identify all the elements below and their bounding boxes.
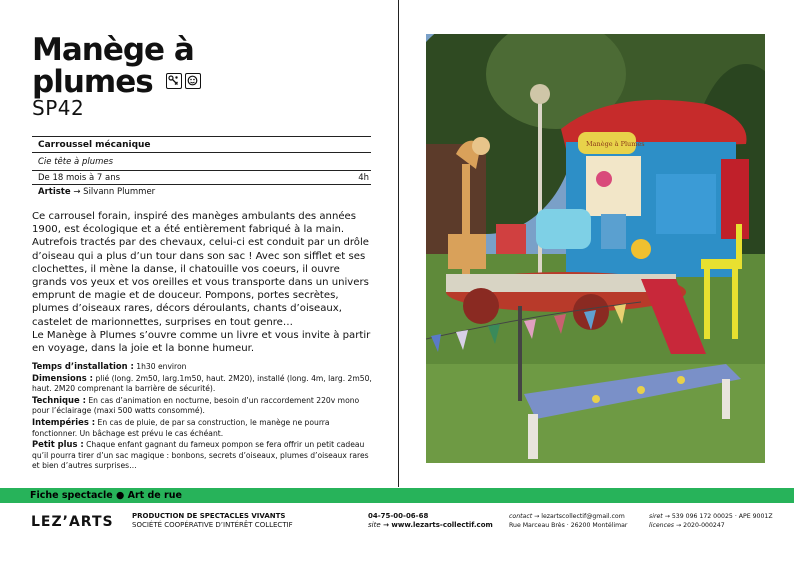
show-code: SP42 (32, 96, 85, 120)
address: Rue Marceau Brès · 26200 Montélimar (509, 522, 628, 529)
siret-label: siret (649, 513, 663, 520)
detail-technique (32, 395, 374, 417)
description-paragraph-1: Ce carrousel forain, inspiré des manèges ambulants des années 1900, est écologique et a été entièrement fabriqué à la main. Autrefois tractés par des chevaux, celui-ci est conduit par un drôle d’oiseau qui a plus d’un tour dans son sac ! Avec son sifflet et ses clochettes, il mène la danse, il chatouille vos coeurs, il ouvre grands vos yeux et vos oreilles et vous transporte dans un univers emprunt de magie et de douceur. Pompons, portes secrètes, plumes d’oiseaux rares, décors déroulants, chants d’oiseaux, castelet de marionnettes, surprises en tout genre… (32, 211, 369, 328)
site-link[interactable]: → www.lezarts-collectif.com (383, 521, 493, 529)
detail-bonus (32, 439, 374, 472)
column-divider (398, 0, 399, 487)
category-row: Carroussel mécanique (32, 136, 371, 152)
prod-line-1: PRODUCTION DE SPECTACLES VIVANTS (132, 512, 286, 520)
detail-text: Chaque enfant gagnant du fameux pompon se fera offrir un petit cadeau qu’il pourra tirer d’un sac magique : bonbons, secrets d’oiseaux, plumes d’oiseaux rares et bien d’autres surprises… (32, 440, 369, 471)
detail-label: Intempéries : (32, 416, 96, 427)
artist-label: Artiste (38, 187, 71, 197)
detail-label: Temps d’installation : (32, 361, 134, 371)
mechanic-icon (166, 73, 182, 89)
age-row (32, 170, 371, 184)
description-paragraph-2: Le Manège à Plumes s’ouvre comme un livre et vous invite à partir en voyage, dans la joie et la bonne humeur. (32, 329, 371, 355)
detail-text: En cas d’animation en nocturne, besoin d’un raccordement 220v mono pour l’éclairage (maxi 500 watts consommé). (32, 395, 360, 416)
detail-label: Technique : (32, 394, 86, 405)
category-bar (0, 488, 794, 503)
detail-dimensions (32, 373, 374, 395)
licences-value: → 2020-000247 (675, 522, 725, 529)
detail-text: 1h30 environ (136, 362, 187, 371)
company-description (132, 512, 293, 530)
artist-name: Silvann Plummer (83, 187, 156, 197)
meta-table (32, 136, 371, 198)
legal-block (649, 512, 773, 530)
phone-number[interactable]: 04-75-00-06-68 (368, 512, 429, 520)
title-line-1: Manège à (32, 32, 194, 68)
site-label: site (368, 521, 381, 529)
licences-label: licences (649, 522, 675, 529)
contact-email[interactable]: → lezartscollectif@gmail.com (534, 513, 625, 520)
detail-text: En cas de pluie, de par sa construction, le manège ne pourra fonctionner. Un bâchage est prévu le cas échéant. (32, 417, 330, 438)
technical-details (32, 361, 374, 472)
detail-weather (32, 417, 374, 439)
footer (0, 506, 794, 546)
company-row: Cie tête à plumes (32, 152, 371, 170)
prod-line-2: SOCIÉTÉ COOPÉRATIVE D’INTÉRÊT COLLECTIF (132, 521, 293, 529)
carousel-illustration (426, 34, 765, 463)
bar-left-label: Fiche spectacle (30, 490, 113, 501)
detail-text: plié (long. 2m50, larg.1m50, haut. 2M20), installé (long. 4m, larg. 2m50, haut. 2M20 comprenant la barrière de sécurité). (32, 373, 372, 394)
kids-icon (185, 73, 201, 89)
carousel-sign-text: Manège à Plumes (586, 140, 645, 148)
bar-bullet: ● (116, 490, 125, 501)
detail-install-time (32, 361, 374, 373)
artist-arrow: → (73, 187, 81, 197)
contact-label: contact (509, 513, 533, 520)
description (32, 210, 372, 355)
siret-value: → 539 096 172 00025 · APE 9001Z (664, 513, 773, 520)
title-line-2: plumes (32, 64, 153, 100)
detail-label: Dimensions : (32, 372, 94, 383)
duration: 4h (358, 173, 369, 183)
show-title (32, 32, 372, 100)
contact-block (509, 512, 627, 530)
title-icons (166, 65, 204, 94)
lezarts-logo: LEZ’ARTS (31, 514, 114, 530)
detail-label: Petit plus : (32, 439, 84, 450)
age-range: De 18 mois à 7 ans (38, 173, 121, 183)
bar-right-label: Art de rue (127, 490, 182, 501)
carousel-photo (426, 34, 765, 463)
artist-row (32, 184, 371, 198)
phone-block (368, 512, 493, 530)
